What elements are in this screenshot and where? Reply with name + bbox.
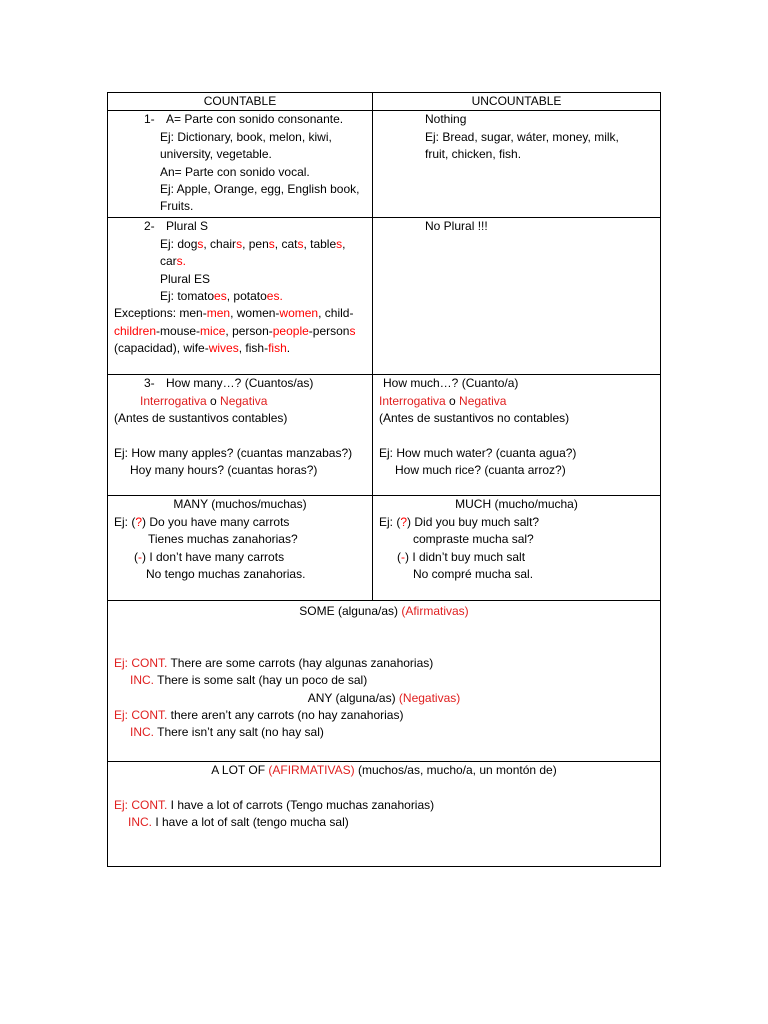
an-rule: An= Parte con sonido vocal. xyxy=(160,164,310,179)
item-number: 1- xyxy=(144,112,155,127)
nothing-example-2: fruit, chicken, fish. xyxy=(425,147,522,162)
a-example-2: university, vegetable. xyxy=(160,147,272,162)
how-much-question: How much…? (Cuanto/a) xyxy=(383,376,519,391)
exceptions-line-1: Exceptions: men-men, women-women, child- xyxy=(114,306,354,321)
how-much-example-1: Ej: How much water? (cuanta agua?) xyxy=(379,445,577,460)
much-title: MUCH (mucho/mucha) xyxy=(455,497,578,512)
exceptions-line-3: (capacidad), wife-wives, fish-fish. xyxy=(114,341,291,356)
header-row xyxy=(108,93,661,111)
how-many-note: (Antes de sustantivos contables) xyxy=(114,411,288,426)
any-cont-example: Ej: CONT. there aren’t any carrots (no hay zanahorias) xyxy=(114,708,404,723)
many-question: Ej: (?) Do you have many carrots xyxy=(114,514,290,529)
how-many-question: How many…? (Cuantos/as) xyxy=(166,376,314,391)
some-any-row xyxy=(108,601,661,762)
plural-es-title: Plural ES xyxy=(160,271,211,286)
much-negative-es: No compré mucha sal. xyxy=(413,567,534,582)
how-much-note: (Antes de sustantivos no contables) xyxy=(379,411,570,426)
plural-row xyxy=(108,218,661,375)
much-negative: (-) I didn’t buy much salt xyxy=(397,549,526,564)
countable-header: COUNTABLE xyxy=(108,93,373,111)
how-many-type: Interrogativa o Negativa xyxy=(140,393,268,408)
much-question: Ej: (?) Did you buy much salt? xyxy=(379,514,540,529)
some-any-cell xyxy=(108,601,661,762)
no-plural-text: No Plural !!! xyxy=(425,219,488,234)
how-many-row xyxy=(108,375,661,496)
plural-s-example-cont: cars. xyxy=(160,254,187,269)
how-much-type: Interrogativa o Negativa xyxy=(379,393,507,408)
many-question-es: Tienes muchas zanahorias? xyxy=(148,532,298,547)
plural-es-example: Ej: tomatoes, potatoes. xyxy=(160,289,283,304)
many-much-row xyxy=(108,496,661,601)
item-number: 3- xyxy=(144,376,155,391)
nothing-cell xyxy=(373,111,661,218)
much-cell xyxy=(373,496,661,601)
a-rule: A= Parte con sonido consonante. xyxy=(166,112,344,127)
some-title: SOME (alguna/as) (Afirmativas) xyxy=(299,604,469,619)
a-lot-of-row xyxy=(108,762,661,867)
how-many-cell xyxy=(108,375,373,496)
a-lot-of-inc-example: INC. I have a lot of salt (tengo mucha sal) xyxy=(128,815,349,830)
a-lot-of-title: A LOT OF (AFIRMATIVAS) (muchos/as, mucho/a, un montón de) xyxy=(211,763,557,778)
any-inc-example: INC. There isn’t any salt (no hay sal) xyxy=(130,725,324,740)
some-cont-example: Ej: CONT. There are some carrots (hay algunas zanahorias) xyxy=(114,655,434,670)
uncountable-header: UNCOUNTABLE xyxy=(373,93,661,111)
much-question-es: compraste mucha sal? xyxy=(413,532,534,547)
a-example-1: Ej: Dictionary, book, melon, kiwi, xyxy=(160,129,332,144)
many-title: MANY (muchos/muchas) xyxy=(173,497,307,512)
an-example-2: Fruits. xyxy=(160,199,194,214)
how-much-cell xyxy=(373,375,661,496)
exceptions-line-2: children-mouse-mice, person-people-persons xyxy=(114,323,356,338)
some-inc-example: INC. There is some salt (hay un poco de sal) xyxy=(130,673,368,688)
countable-uncountable-table xyxy=(107,92,661,867)
nothing-title: Nothing xyxy=(425,112,467,127)
no-plural-cell xyxy=(373,218,661,375)
a-lot-of-cell xyxy=(108,762,661,867)
how-many-example-2: Hoy many hours? (cuantas horas?) xyxy=(130,463,318,478)
plural-cell xyxy=(108,218,373,375)
many-negative: (-) I don’t have many carrots xyxy=(134,549,285,564)
a-lot-of-cont-example: Ej: CONT. I have a lot of carrots (Tengo muchas zanahorias) xyxy=(114,797,435,812)
how-much-example-2: How much rice? (cuanta arroz?) xyxy=(395,463,566,478)
item-number: 2- xyxy=(144,219,155,234)
plural-s-example: Ej: dogs, chairs, pens, cats, tables, xyxy=(160,236,346,251)
many-negative-es: No tengo muchas zanahorias. xyxy=(146,567,306,582)
many-cell xyxy=(108,496,373,601)
nothing-example-1: Ej: Bread, sugar, wáter, money, milk, xyxy=(425,129,619,144)
an-example-1: Ej: Apple, Orange, egg, English book, xyxy=(160,182,360,197)
articles-cell xyxy=(108,111,373,218)
grammar-page xyxy=(107,92,661,867)
plural-s-title: Plural S xyxy=(166,219,209,234)
how-many-example-1: Ej: How many apples? (cuantas manzabas?) xyxy=(114,445,353,460)
articles-row xyxy=(108,111,661,218)
any-title: ANY (alguna/as) (Negativas) xyxy=(307,690,461,705)
